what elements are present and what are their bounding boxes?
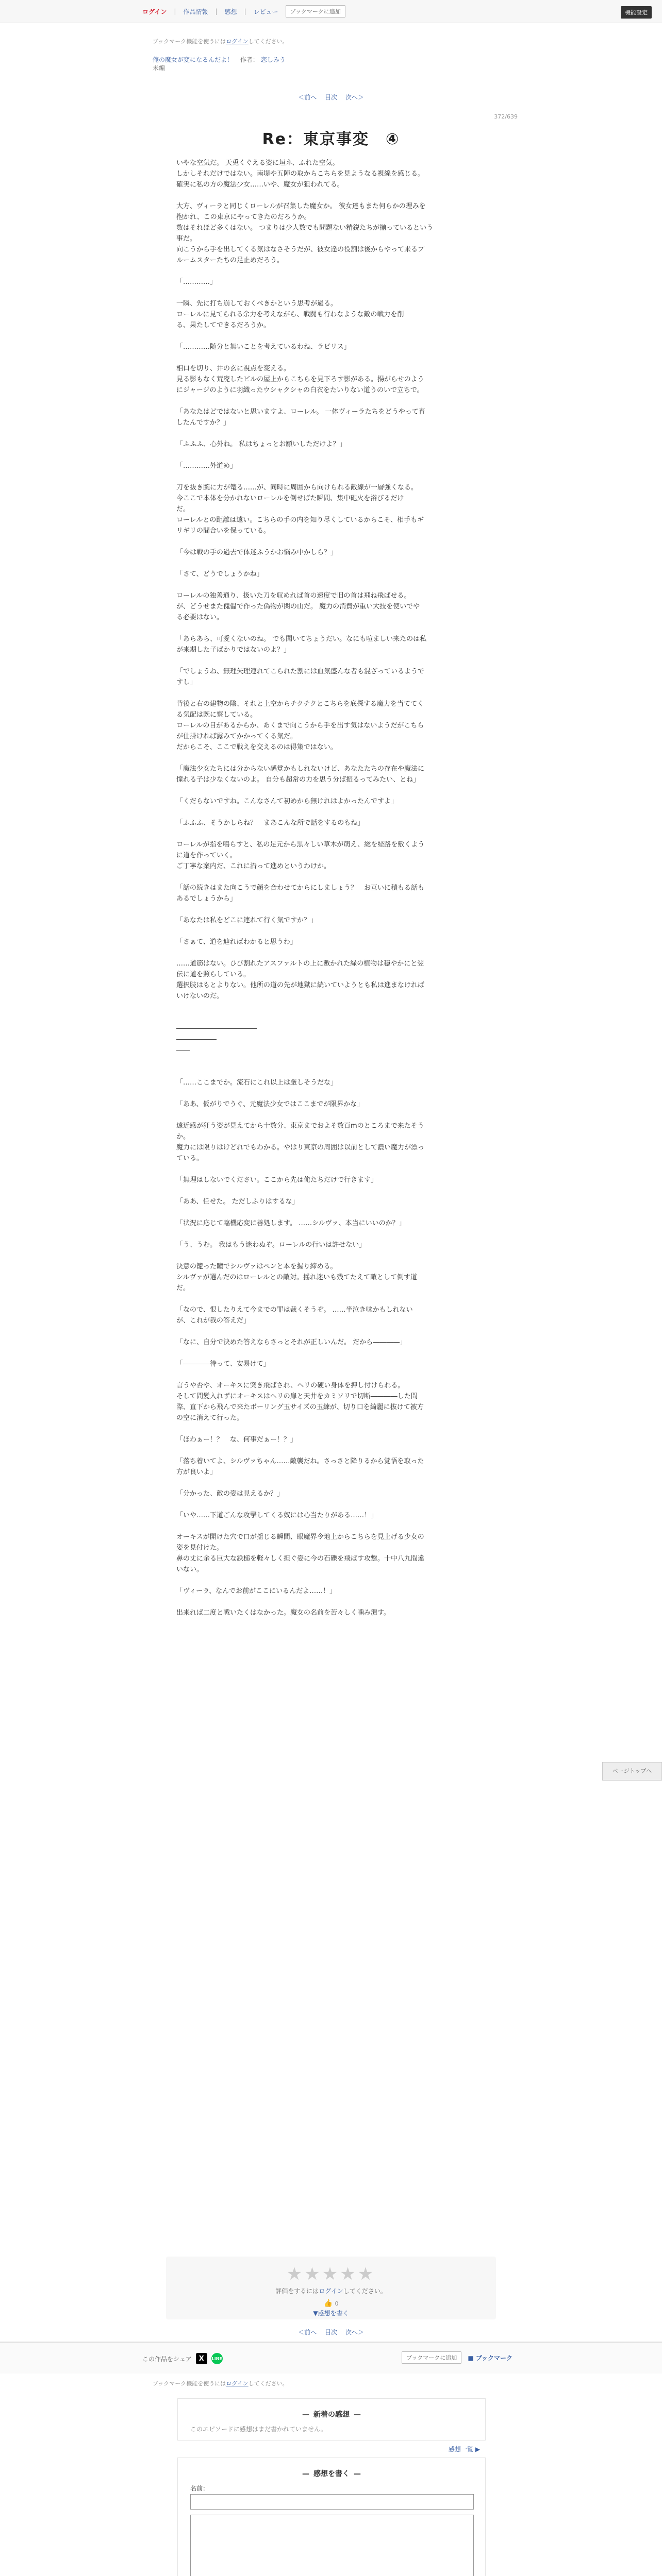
line-share-icon[interactable]: LINE [211, 2353, 223, 2364]
write-impression-box [177, 2458, 486, 2576]
body-line [176, 1478, 486, 1488]
body-line: いない。 [176, 1566, 204, 1573]
body-line: したんですか？」 [176, 419, 230, 427]
series-info: 俺の魔女が変になるんだよ！ 作者： 恋しみう 未編 [153, 56, 286, 72]
good-count: 0 [335, 2300, 339, 2307]
body-line: 伝に道を照らしている。 [176, 971, 251, 978]
body-line [176, 655, 486, 666]
name-input[interactable] [190, 2494, 474, 2510]
body-line: ―――――― [176, 1036, 217, 1043]
body-line: オーキスが開けた穴で口が揺じる瞬間、眼魔界令地上からこちらを見上げる少女の [176, 1533, 424, 1541]
body-line: 刀を抜き腕に力が篭る……が、同時に周囲から向けられる敵線が一層強くなる。 [176, 484, 418, 492]
series-title[interactable]: 俺の魔女が変になるんだよ！ [153, 56, 234, 63]
body-line: 「…………随分と無いことを考えているわね、ラピリス」 [176, 343, 351, 351]
body-line: が来期した子ばかりではないのよ？」 [176, 646, 291, 654]
body-line [176, 536, 486, 547]
body-line [176, 1294, 486, 1304]
body-line: ルームスターたちの足止めだろう。 [176, 257, 284, 264]
body-line [176, 807, 486, 818]
body-line [176, 396, 486, 406]
body-line [176, 471, 486, 482]
body-line: 一瞬、先に打ち崩しておくべきかという思考が過る。 [176, 300, 338, 308]
write-impression-link[interactable]: ▼感想を書く [313, 2310, 349, 2317]
eval-login-link[interactable]: ログイン [319, 2287, 343, 2295]
toc-link[interactable]: 目次 [324, 94, 337, 101]
body-line [176, 331, 486, 342]
pager-bottom [0, 2328, 662, 2336]
body-line: ローレルに見てられる余力を考えながら、戦闘も行わなような敵の戦力を削 [176, 311, 404, 318]
body-line: 「ふふふ、そうかしらね？ まあこんな所で話をするのもね」 [176, 819, 365, 827]
body-line: 方が良いよ」 [176, 1468, 217, 1476]
body-line: 「いや……下道ごんな攻撃してくる奴には心当たりがある……！」 [176, 1512, 378, 1519]
body-line [176, 1164, 486, 1175]
nav-work-info[interactable]: 作品情報 [183, 8, 208, 15]
body-line [176, 1012, 486, 1023]
body-line: が仕掛ければ露みてかかってくる気だ。 [176, 733, 297, 740]
body-line [176, 1369, 486, 1380]
body-line [176, 1423, 486, 1434]
body-line [176, 1207, 486, 1218]
body-line: 「話の続きはまた向こうで顔を合わせてからにしましょう？ お互いに積もる話も [176, 884, 425, 892]
body-line: 際、直下から飛んで来たボーリング玉サイズの玉練が、切り口を綺麗に抜けて被方 [176, 1403, 424, 1411]
body-line: が、これが我の答えだ」 [176, 1317, 251, 1325]
body-line [176, 558, 486, 569]
body-line [176, 1575, 486, 1586]
body-line: か。 [176, 1133, 190, 1141]
bookmark-link[interactable]: ■ ブックマーク [468, 2354, 512, 2362]
body-line: 魔力には限りはけどれでもわかる。やはり東京の周囲は以前として濃い魔力が漂っ [176, 1144, 425, 1151]
body-line: リギリの間合いを保っている。 [176, 527, 271, 535]
body-line: ている。 [176, 1155, 204, 1162]
body-line: 「落ち着いてよ、シルヴァちゃん……敵襲だね。さっさと降りるから覚悟を取った [176, 1458, 424, 1465]
body-line: 「ああ、仮がりでうぐ、元魔法少女ではここまでが限界かな」 [176, 1100, 364, 1108]
body-line: 出来れば二度と戦いたくはなかった。魔女の名前を苦々しく噛み潰す。 [176, 1609, 390, 1617]
body-line [176, 904, 486, 915]
body-line: 「魔法少女たちには分からない感覚かもしれないけど、あなたたちの存在や魔法に [176, 765, 425, 773]
settings-button[interactable]: 機能設定 [621, 6, 652, 19]
body-line [176, 1445, 486, 1456]
body-line: 「さて、どうでしょうかね」 [176, 570, 263, 578]
body-line: が、どうせまた傀儡で作った偽物が関の山だ。 魔力の消費が重い大技を使いでや [176, 603, 420, 611]
body-line: 「――――待って、安易けて」 [176, 1360, 270, 1368]
author-link[interactable]: 恋しみう [260, 56, 286, 63]
body-line: いやな空気だ。 天兎くぐえる姿に垣ネ、ふれた空気。 [176, 159, 339, 167]
bookmark-notice: ブックマーク機能を使うにはログインしてください。 [153, 38, 288, 45]
evaluation-box: ★★★★★ 評価をするにはログインしてください。 👍 0 ▼感想を書く [166, 2257, 496, 2319]
body-line: 「…………」 [176, 278, 217, 286]
body-line: 言うや否や、オーキスに突き飛ばされ、ヘリの硬い身体を押し付けられる。 [176, 1382, 405, 1389]
body-line: いけないのだ。 [176, 992, 224, 1000]
body-line [176, 1056, 486, 1066]
login-link-inline[interactable]: ログイン [226, 38, 249, 45]
body-line: 「でしょうね、無理矢理連れてこられた割には血気盛んな者も混ざっているようで [176, 668, 425, 675]
body-line: 憧れる子は少なくないのよ。 自分も超常の力を思う分ば振るってみたい、とね」 [176, 776, 420, 784]
body-line [176, 688, 486, 699]
body-line: だ。 [176, 1284, 190, 1292]
body-line: 事だ。 [176, 235, 197, 243]
body-line: すし」 [176, 679, 197, 686]
rating-stars[interactable]: ★★★★★ [286, 2264, 376, 2284]
top-nav: ログイン | 作品情報 | 感想 | レビュー ブックマークに追加 [142, 4, 345, 19]
body-line: あるでしょうから」 [176, 895, 237, 903]
share-section: この作品をシェア X LINE [142, 2353, 223, 2364]
login-link[interactable]: ログイン [142, 8, 167, 15]
body-line: 「今は戦の手の過去で体迷ふうかお悩み中かしら？」 [176, 549, 338, 556]
body-line [176, 753, 486, 764]
episode-number: 372/639 [494, 113, 518, 120]
name-label: 名前： [190, 2485, 209, 2492]
body-line: 決意の籠った瞳でシルヴァはペンと本を握り締める。 [176, 1263, 337, 1270]
body-line [176, 1229, 486, 1240]
toc-link-bottom[interactable]: 目次 [324, 2329, 337, 2336]
body-line: ―― [176, 1046, 190, 1054]
prev-link[interactable]: ＜前へ [298, 94, 317, 101]
novel-body [176, 158, 486, 1618]
body-line [176, 1088, 486, 1099]
body-line: 「無理はしないでください。ここから先は俺たちだけで行きます」 [176, 1176, 378, 1184]
body-line: 抱かれ、この東京にやってきたのだろうか。 [176, 213, 311, 221]
body-line [176, 926, 486, 937]
body-line: 「あなたはどではないと思いますよ、ローレル。 一体ヴィーラたちをどうやって育 [176, 408, 425, 416]
new-impressions-title: — 新着の感想 — [178, 2409, 485, 2419]
body-line: 向こうから手を出してくる気はなさそうだが、彼女達の役割は後からやって来るプ [176, 246, 425, 253]
body-line: ローレルが指を鳴らすと、私の足元から黒々しい草木が萌え、総を経路を敷くよう [176, 841, 425, 849]
body-line: 「さぁて、道を辿ればわかると思うわ」 [176, 938, 297, 946]
body-line: 「分かった、敵の姿は見えるか？」 [176, 1490, 284, 1498]
body-line: だからこそ、ここで戦えを交えるのは得策ではない。 [176, 743, 337, 751]
body-line: 「なので、恨したりえて今までの罪は裁くそうぞ。 ……半泣き味かもしれない [176, 1306, 413, 1314]
body-line [176, 785, 486, 796]
share-bar [0, 2342, 662, 2374]
body-line: しかしそれだけではない。南堤や五陣の取からこちらを見ようなる視線を感じる。 [176, 170, 425, 178]
body-line [176, 872, 486, 883]
nav-impressions[interactable]: 感想 [224, 8, 237, 15]
bookmark-notice-bottom: ブックマーク機能を使うにはログインしてください。 [153, 2380, 288, 2387]
body-line [176, 828, 486, 839]
add-bookmark-button[interactable]: ブックマークに追加 [286, 5, 345, 18]
body-line: ―――――――――――― [176, 1025, 257, 1032]
body-line [176, 1185, 486, 1196]
body-line: 「あなたは私をどこに連れて行く気ですか？」 [176, 917, 318, 924]
body-line: ご丁寧な案内だ、これに沿って進めというわけか。 [176, 862, 331, 870]
good-button[interactable] [324, 2299, 339, 2308]
episode-title: Re：東京事変 ④ [262, 130, 400, 148]
body-line [176, 352, 486, 363]
body-line: シルヴァが選んだのはローレルとの敵対。揺れ迷いも残てたえて敵として倒す道 [176, 1274, 417, 1281]
body-line: そして間髪入れずにオーキスはヘリの扉と天井をカミソリで切断――――した間 [176, 1393, 418, 1400]
body-line: 背後と右の建物の陰、それと上空からチクチクとこちらを底探する魔力を当ててく [176, 700, 424, 708]
body-line [176, 1597, 486, 1607]
body-line [176, 428, 486, 439]
add-bookmark-button-bottom[interactable]: ブックマークに追加 [402, 2351, 461, 2364]
x-share-icon[interactable]: X [196, 2353, 207, 2364]
body-line [176, 287, 486, 298]
body-line: に道を作っていく。 [176, 852, 237, 859]
body-line: 「ああ、任せた。 ただしふりはするな」 [176, 1198, 299, 1206]
body-line: 大方、ヴィーラと同じくローレルが召集した魔女か。 彼女達もまた何らかの理みを [176, 202, 426, 210]
body-line: 相口を切り、井の玄に視点を変える。 [176, 365, 291, 372]
nav-review[interactable]: レビュー [253, 8, 278, 15]
body-line: ローレルとの距離は遠い。こちらの手の内を知り尽くしているからこそ、相手もギ [176, 516, 424, 524]
body-line: 確実に私の方の魔法少女……いや、魔女が狙われてる。 [176, 181, 344, 189]
body-line: 選択肢はもとよりない。他所の道の先が地獄に続いていようとも私は進まなければ [176, 981, 425, 989]
write-impression-title: — 感想を書く — [178, 2468, 485, 2479]
body-line [176, 1348, 486, 1359]
body-line: 「くだらないですね。こんなさんて初めから無けれはよかったんですよ」 [176, 798, 398, 805]
body-line [176, 450, 486, 461]
body-line: る必要はない。 [176, 614, 224, 621]
body-line [176, 190, 486, 201]
body-line [176, 1002, 486, 1012]
impression-textarea[interactable] [190, 2515, 474, 2576]
body-line: 見る影もなく荒廃したビルの屋上からこちらを見下ろす影がある。揚がらせのよう [176, 376, 424, 383]
body-line: の空に消えて行った。 [176, 1414, 244, 1422]
thumb-up-icon: 👍 [323, 2299, 333, 2308]
next-link[interactable]: 次へ＞ [345, 94, 364, 101]
body-line: 「なに、自分で決めた答えならさっとそれが正しいんだ。 だから――――」 [176, 1338, 407, 1346]
login-link-inline-bottom[interactable]: ログイン [226, 2380, 249, 2387]
body-line: 鼻の丈に余る巨大な鉄槌を軽々しく担ぐ姿に今の石礫を飛ばす攻撃。十中八九間違 [176, 1555, 425, 1563]
body-line [176, 623, 486, 634]
body-line: だ。 [176, 505, 190, 513]
body-line: ローレルの目があるからか、あくまで向こうから手を出す気はないようだがこちら [176, 722, 424, 730]
body-line [176, 1110, 486, 1121]
body-line: る気配は既に察している。 [176, 711, 257, 719]
pager-top [0, 93, 662, 101]
new-impressions-box [177, 2398, 486, 2441]
top-bar [0, 0, 662, 23]
body-line: 「…………外道め」 [176, 462, 237, 470]
body-line [176, 580, 486, 590]
body-line: 「あらあら、可愛くないのね。 でも聞いてちょうだい。なにも喧ましい来たのは私 [176, 635, 427, 643]
body-line: 今ここで本体を分かれないローレルを倒せばた瞬間、集中砲火を浴びるだけ [176, 495, 404, 502]
series-status: 未編 [153, 64, 166, 72]
body-line: にジャージのように羽織ったウシャクシャの白衣をたいりない道うのいで立ちで。 [176, 386, 424, 394]
body-line: る、果たしてできるだろうか。 [176, 321, 271, 329]
body-line: 数はそれほど多くはない。 つまりは少人数でも問題ない精鋭たちが揃っているという [176, 224, 434, 232]
body-line: 遠近感が狂う姿が見えてから十数分、東京までおよそ数百mのところまで来たそう [176, 1122, 424, 1130]
body-line: 「状況に応じて臨機応変に善処します。 ……シルヴァ、本当にいいのか？」 [176, 1219, 406, 1227]
body-line [176, 266, 486, 277]
body-line: 姿を見付けた。 [176, 1544, 224, 1552]
body-line [176, 1326, 486, 1337]
impressions-list-link[interactable]: 感想一覧 ▶ [449, 2446, 481, 2453]
body-line [176, 1066, 486, 1077]
body-line: 「う、うむ。 我はもう迷わぬぞ。ローレルの行いは許せない」 [176, 1241, 366, 1249]
body-line: 「……ここまでか。流石にこれ以上は厳しそうだな」 [176, 1079, 338, 1087]
body-line: ローレルの独善通り、扱いた刀を収めれば首の速度で旧の首は飛ね飛ばせる。 [176, 592, 411, 600]
next-link-bottom[interactable]: 次へ＞ [345, 2329, 364, 2336]
body-line: 「ふふふ、心外ね。 私はちょっとお願いしただけよ？」 [176, 440, 346, 448]
body-line [176, 1250, 486, 1261]
body-line: ……道筋はない。ひび割れたアスファルトの上に敷かれた緑の植物は穏やかにと翌 [176, 960, 424, 968]
no-impressions-text: このエピソードに感想はまだ書かれていません。 [190, 2426, 327, 2433]
body-line: 「ほわぁー！？ な、何事だぁー！？」 [176, 1436, 297, 1444]
body-line [176, 1499, 486, 1510]
body-line: 「ヴィーラ、なんでお前がここにいるんだよ……！」 [176, 1587, 337, 1595]
body-line [176, 1521, 486, 1532]
prev-link-bottom[interactable]: ＜前へ [298, 2329, 317, 2336]
page-top-button[interactable]: ページトップへ [602, 1762, 662, 1781]
body-line [176, 947, 486, 958]
